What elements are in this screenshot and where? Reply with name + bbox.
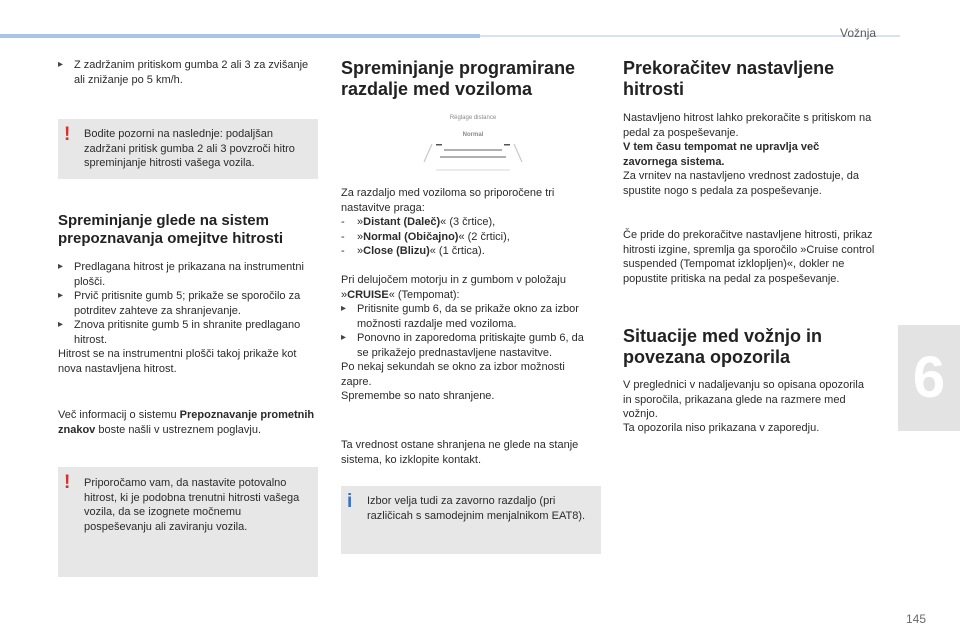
- paragraph: Ta vrednost ostane shranjena ne glede na stanje sistema, ko izklopite kontakt.: [341, 439, 579, 466]
- list-item: ▸ Prvič pritisnite gumb 5; prikaže se sporočilo za potrditev zahteve za shranjevanje.: [58, 290, 301, 317]
- section-heading: Situacije med vožnjo in povezana opozorila: [623, 326, 823, 368]
- paragraph: Za vrnitev na nastavljeno vrednost zadostuje, da spustite nogo s pedala za pospeševanje.: [623, 170, 860, 197]
- list-item: - »Distant (Daleč)« (3 črtice),: [341, 216, 496, 228]
- list-item: ▸ Znova pritisnite gumb 5 in shranite predlagano hitrost.: [58, 319, 301, 346]
- info-icon: i: [347, 491, 353, 512]
- list-item: - »Close (Blizu)« (1 črtica).: [341, 245, 485, 258]
- header-rule: [0, 34, 480, 38]
- paragraph: Za razdaljo med voziloma so priporočene tri nastavitve praga:: [341, 187, 555, 214]
- bullet-marker: ▸: [58, 261, 64, 272]
- paragraph: Spremembe so nato shranjene.: [341, 390, 495, 403]
- list-item: - »Normal (Običajno)« (2 črtici),: [341, 230, 510, 243]
- lead-car-mark-right: [504, 144, 510, 146]
- diagram-label: Normal: [462, 132, 484, 138]
- bullet-marker: ▸: [58, 290, 64, 302]
- road-line-right: [514, 144, 522, 162]
- text-block: [623, 111, 875, 198]
- bullet-marker: ▸: [58, 319, 64, 331]
- exclamation-icon: !: [64, 124, 71, 145]
- paragraph: V tem času tempomat ne upravlja več zavornega sistema.: [623, 141, 820, 168]
- warning-note: ! Priporočamo vam, da nastavite potovalno hitrost, ki je podobna trenutni hitrosti vašega vozila, da se izognete močnemu pospeševanju ali zaviranju vozila.: [58, 467, 318, 577]
- page-number: 145: [906, 612, 927, 626]
- header-rule-light: [480, 35, 900, 37]
- section-heading: Prekoračitev nastavljene hitrosti: [623, 58, 835, 100]
- section-heading: Spreminjanje glede na sistem prepoznavanja omejitve hitrosti: [58, 212, 284, 247]
- warning-note: ! Bodite pozorni na naslednje: podaljšan zadržani pritisk gumba 2 ali 3 povzroči hitro spreminjanje hitrosti vašega vozila.: [58, 119, 318, 179]
- paragraph: Hitrost se na instrumentni plošči takoj prikaže kot nova nastavljena hitrost.: [58, 348, 297, 375]
- lead-car-mark-left: [436, 144, 442, 146]
- bullet-marker: ▸: [341, 332, 347, 344]
- list-item: ▸ Pritisnite gumb 6, da se prikaže okno za izbor možnosti razdalje med voziloma.: [341, 303, 579, 330]
- options-list: [341, 215, 591, 259]
- section-heading: Spreminjanje programirane razdalje med voziloma: [341, 58, 576, 100]
- column-1: [58, 0, 320, 86]
- diagram-title: Réglage distance: [449, 115, 497, 121]
- list-item: ▸ Ponovno in zaporedoma pritiskajte gumb 6, da se prikažejo prednastavljene nastavitve.: [341, 332, 584, 359]
- road-line-left: [424, 144, 432, 162]
- paragraph: Po nekaj sekundah se okno za izbor možnosti zapre.: [341, 361, 565, 388]
- bullet-item: ▸ Z zadržanim pritiskom gumba 2 ali 3 za zvišanje ali znižanje po 5 km/h.: [58, 59, 309, 86]
- steps-block: [341, 273, 597, 404]
- exclamation-icon: !: [64, 472, 71, 493]
- section-title: Vožnja: [840, 26, 877, 40]
- paragraph: Več informacij o sistemu Prepoznavanje prometnih znakov boste našli v ustreznem poglavju.: [58, 409, 315, 436]
- paragraph: Nastavljeno hitrost lahko prekoračite s pritiskom na pedal za pospeševanje.: [623, 112, 872, 139]
- distance-setting-diagram: [414, 108, 532, 178]
- paragraph: Če pride do prekoračitve nastavljene hitrosti, prikaz hitrosti izgine, spremlja ga sporočilo »Cruise control suspended (Tempomat izklopljen)«, dokler ne popustite pritiska na pedal za pospeševanje.: [623, 229, 875, 285]
- paragraph: V preglednici v nadaljevanju so opisana opozorila in sporočila, prikazana glede na razmere med vožnjo.: [623, 379, 864, 421]
- chapter-tab: 6: [898, 325, 960, 431]
- list-item: ▸ Predlagana hitrost je prikazana na instrumentni plošči.: [58, 261, 304, 288]
- bullet-marker: ▸: [341, 303, 347, 315]
- bullet-list: [58, 260, 318, 376]
- paragraph: Ta opozorila niso prikazana v zaporedju.: [623, 422, 820, 434]
- bullet-marker: ▸: [58, 59, 64, 70]
- paragraph: Pri delujočem motorju in z gumbom v položaju »CRUISE« (Tempomat):: [341, 274, 566, 301]
- info-note: i Izbor velja tudi za zavorno razdaljo (pri različicah s samodejnim menjalnikom EAT8).: [341, 486, 601, 554]
